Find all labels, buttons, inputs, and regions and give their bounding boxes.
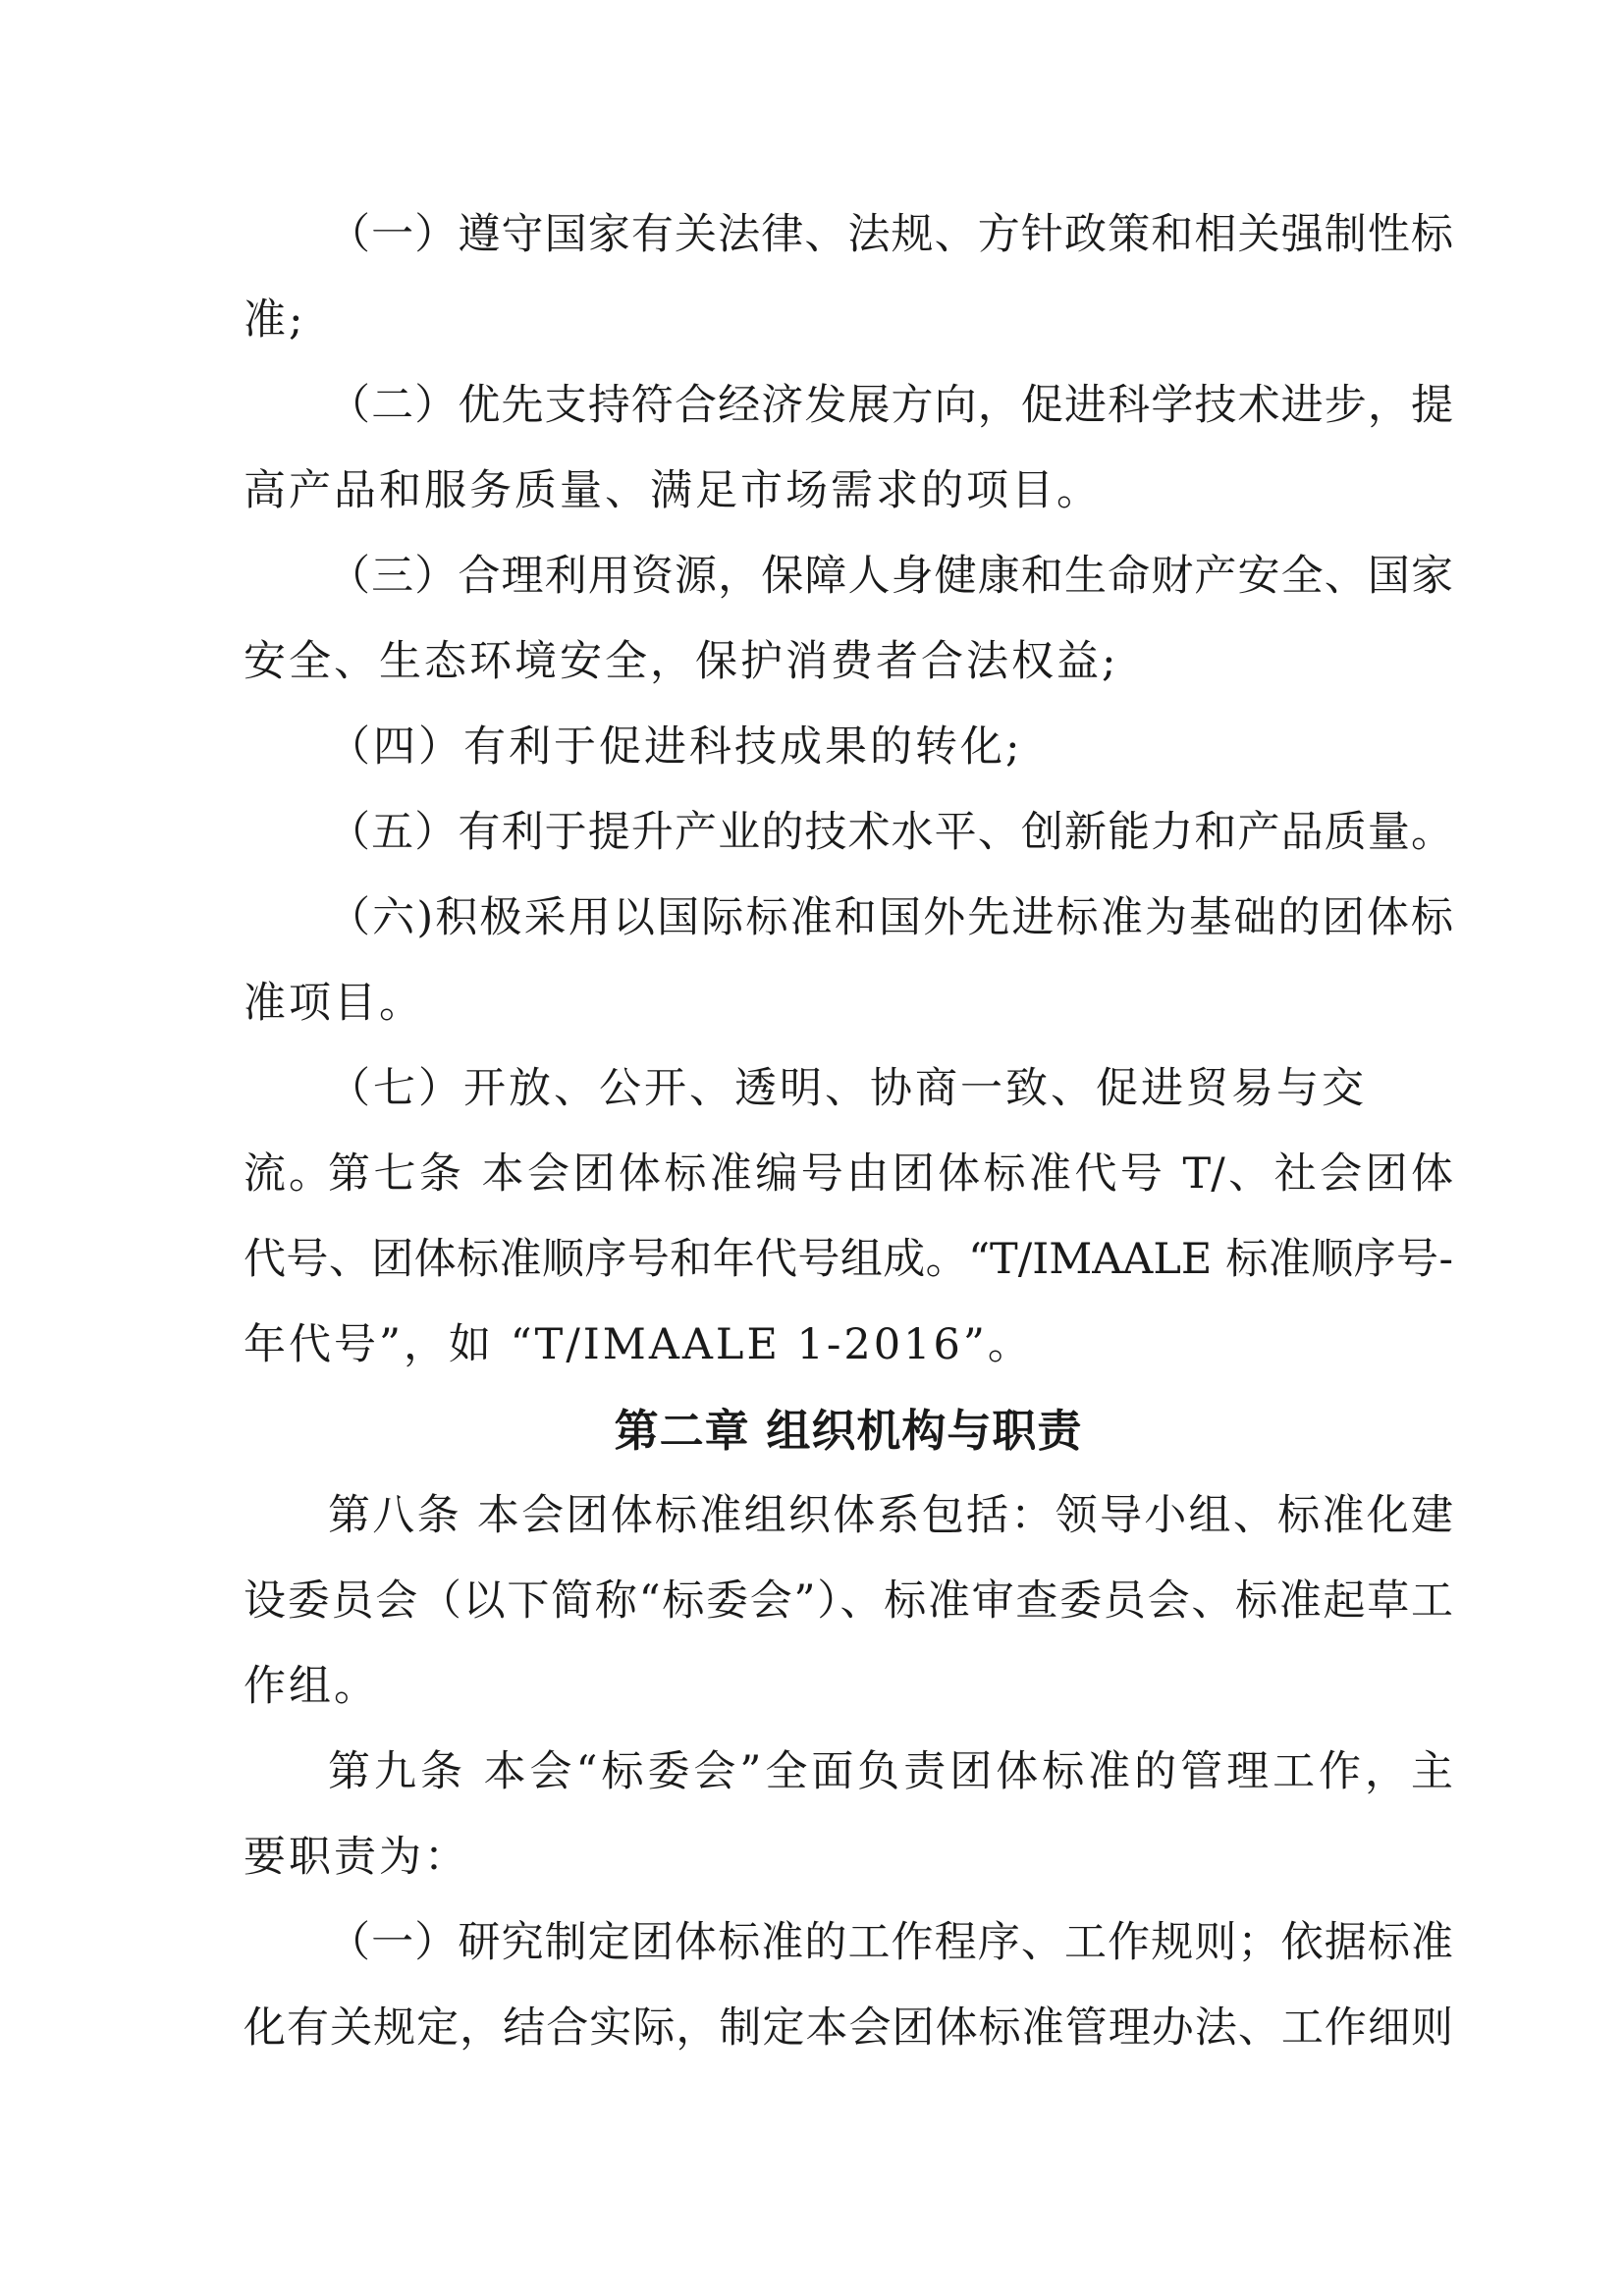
doc-line: 第七条 本会团体标准编号由团体标准代号 T/、社会团体	[328, 1149, 1453, 1199]
doc-line: （五）有利于提升产业的技术水平、创新能力和产品质量。	[328, 808, 1453, 857]
doc-line: （四）有利于促进科技成果的转化;	[328, 722, 1023, 772]
doc-line: 代号、团体标准顺序号和年代号组成。“T/IMAALE 标准顺序号-	[244, 1235, 1453, 1284]
doc-line: 第九条 本会“标委会”全面负责团体标准的管理工作，主	[328, 1747, 1453, 1796]
doc-line: （一）研究制定团体标准的工作程序、工作规则；依据标准	[328, 1918, 1453, 1967]
doc-line: 安全、生态环境安全，保护消费者合法权益;	[244, 637, 1119, 686]
doc-line: （一）遵守国家有关法律、法规、方针政策和相关强制性标	[328, 210, 1453, 259]
doc-line: 要职责为：	[244, 1833, 469, 1882]
doc-line: 第八条 本会团体标准组织体系包括：领导小组、标准化建	[328, 1491, 1453, 1540]
doc-line: 准;	[244, 295, 306, 345]
doc-line: 设委员会（以下简称“标委会”）、标准审查委员会、标准起草工	[244, 1576, 1453, 1626]
doc-line: 高产品和服务质量、满足市场需求的项目。	[244, 466, 1102, 515]
doc-line: （二）优先支持符合经济发展方向，促进科学技术进步，提	[328, 381, 1453, 430]
chapter-heading: 第二章 组织机构与职责	[614, 1405, 1083, 1457]
document-body	[244, 192, 1453, 2071]
doc-line: （七）开放、公开、透明、协商一致、促进贸易与交流。	[244, 1064, 1367, 1199]
doc-line: （六)积极采用以国际标准和国外先进标准为基础的团体标	[328, 893, 1453, 942]
doc-line: 准项目。	[244, 979, 424, 1028]
doc-line: （三）合理利用资源，保障人身健康和生命财产安全、国家	[328, 552, 1453, 601]
doc-line: 年代号”，如 “T/IMAALE 1-2016”。	[244, 1320, 1033, 1369]
doc-line: 作组。	[244, 1662, 379, 1711]
doc-line: 化有关规定，结合实际，制定本会团体标准管理办法、工作细则	[244, 2003, 1453, 2053]
